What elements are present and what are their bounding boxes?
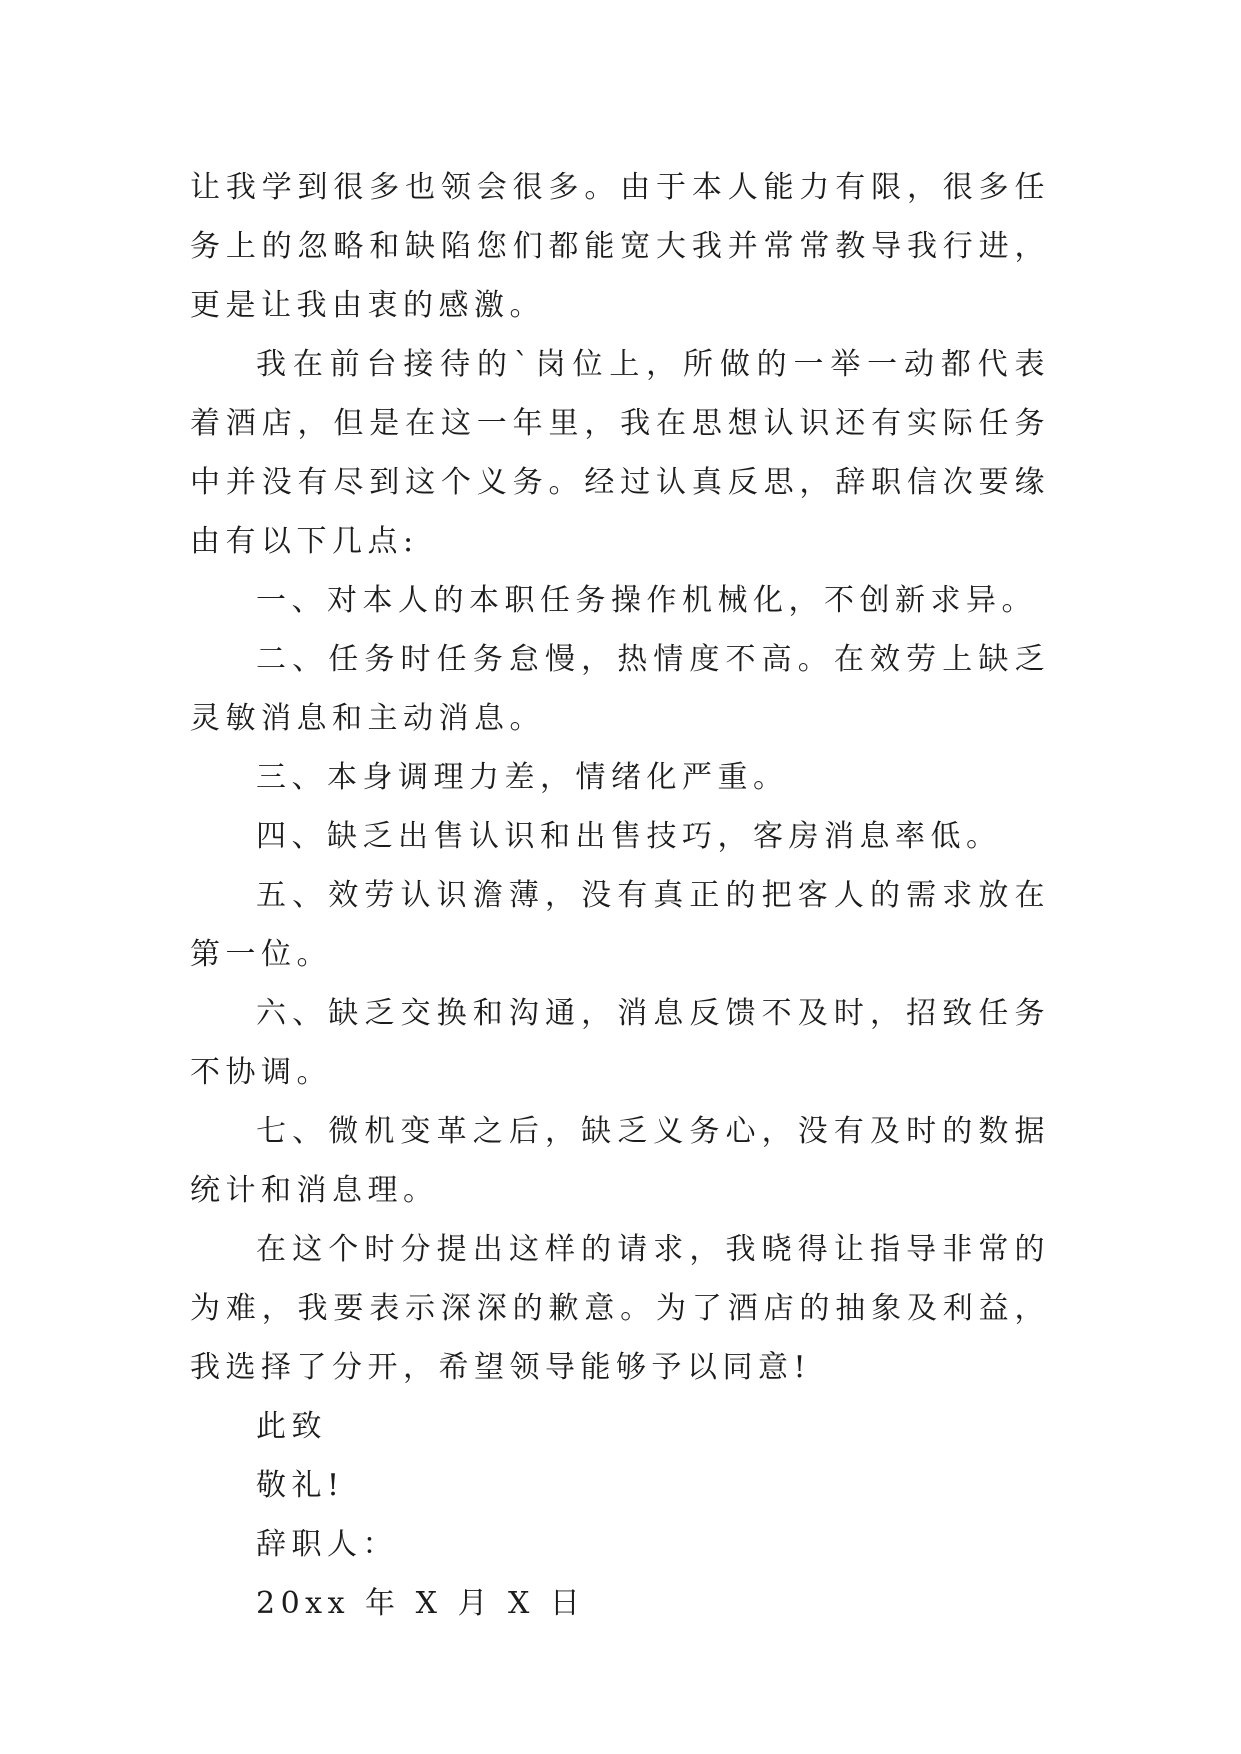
signer-label: 辞职人： xyxy=(256,1527,398,1562)
reason-item-6: 六、缺乏交换和沟通，消息反馈不及时，招致任务不协调。 xyxy=(190,996,1050,1090)
closing-respect: 敬礼! xyxy=(256,1468,345,1503)
reason-item-1: 一、对本人的本职任务操作机械化，不创新求异。 xyxy=(256,583,1037,618)
letter-date: 20xx 年 X 月 X 日 xyxy=(256,1586,586,1621)
reason-item-3: 三、本身调理力差，情绪化严重。 xyxy=(256,760,789,795)
document-page xyxy=(190,158,1050,1633)
reason-item-7: 七、微机变革之后，缺乏义务心，没有及时的数据统计和消息理。 xyxy=(190,1114,1050,1208)
paragraph-position: 我在前台接待的`岗位上，所做的一举一动都代表着酒店，但是在这一年里，我在思想认识还有实际任务中并没有尽到这个义务。经过认真反思，辞职信次要缘由有以下几点: xyxy=(190,347,1050,559)
paragraph-request: 在这个时分提出这样的请求，我晓得让指导非常的为难，我要表示深深的歉意。为了酒店的抽象及利益，我选择了分开，希望领导能够予以同意! xyxy=(190,1232,1050,1385)
paragraph-continuation: 让我学到很多也领会很多。由于本人能力有限，很多任务上的忽略和缺陷您们都能宽大我并常常教导我行进，更是让我由衷的感激。 xyxy=(190,170,1050,323)
reason-item-5: 五、效劳认识澹薄，没有真正的把客人的需求放在第一位。 xyxy=(190,878,1050,972)
closing-salutation: 此致 xyxy=(256,1409,327,1444)
reason-item-4: 四、缺乏出售认识和出售技巧，客房消息率低。 xyxy=(256,819,1002,854)
reason-item-2: 二、任务时任务怠慢，热情度不高。在效劳上缺乏灵敏消息和主动消息。 xyxy=(190,642,1050,736)
